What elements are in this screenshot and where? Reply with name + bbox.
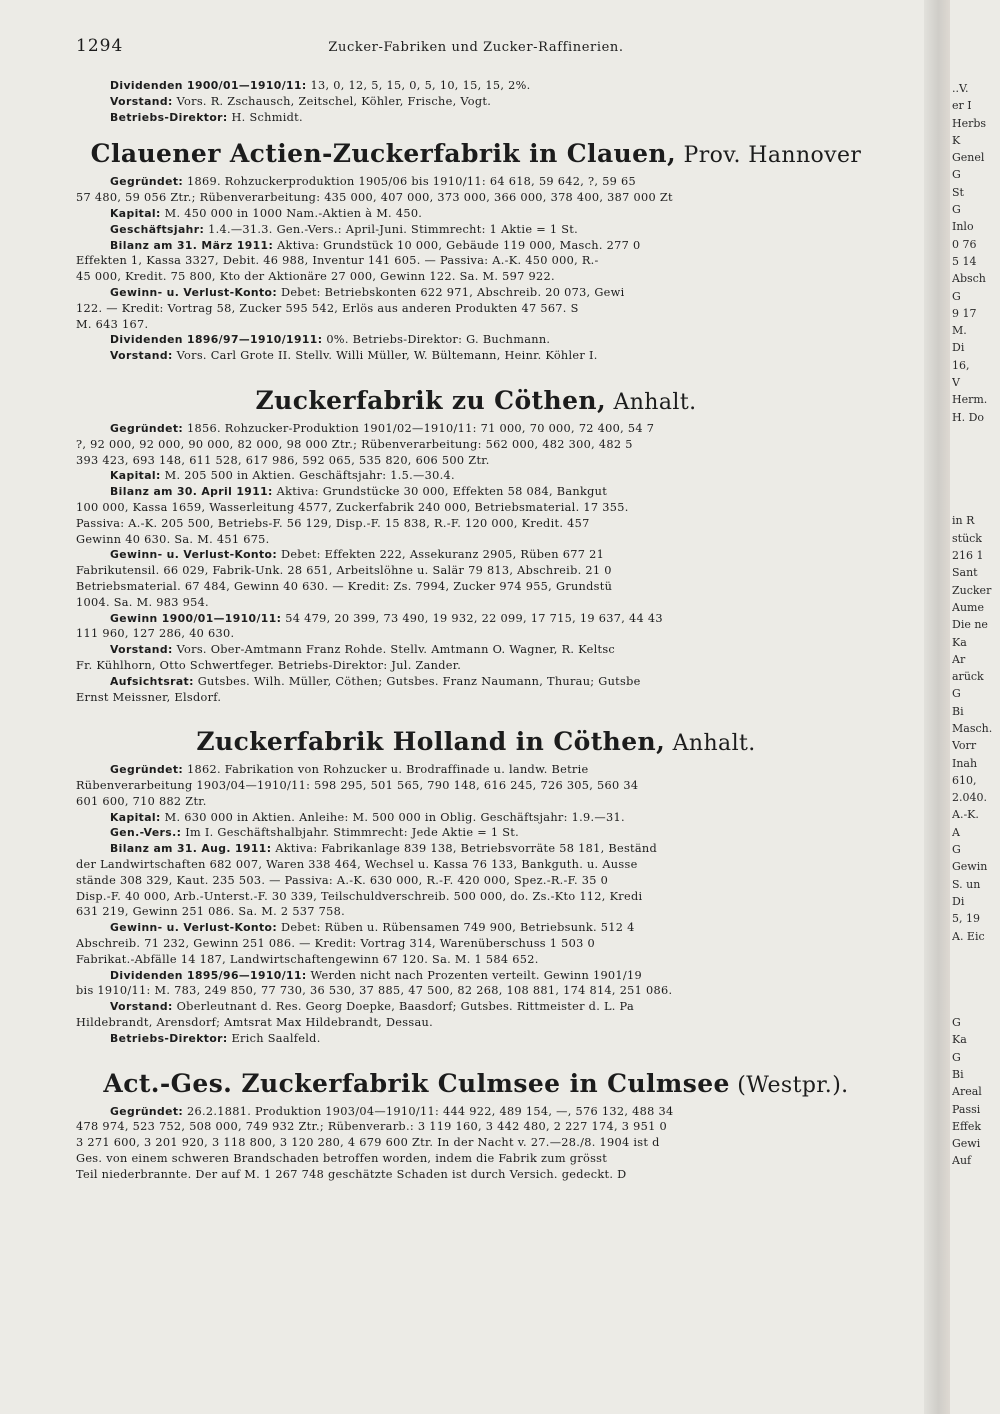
- fragment-text: Gewi: [952, 1137, 981, 1151]
- page-number: 1294: [76, 36, 124, 56]
- entry-line: [76, 690, 876, 706]
- field-label: Bilanz am 31. März 1911:: [110, 238, 274, 252]
- entry-line: [76, 968, 876, 984]
- field-text: Rübenverarbeitung 1903/04—1910/11: 598 295, 501 565, 790 148, 616 245, 726 305, 560 34: [76, 779, 639, 793]
- entry-line: [76, 1151, 876, 1167]
- fragment-text: G: [952, 168, 961, 182]
- company-name: Clauener Actien-Zuckerfabrik in Clauen,: [90, 139, 677, 169]
- fragment-text: 0 76: [952, 237, 977, 251]
- entry-line: [76, 936, 876, 952]
- company-title: [76, 727, 876, 756]
- entry-line: [76, 1104, 876, 1120]
- fragment-text: Die ne: [952, 618, 988, 632]
- field-label: Gegründet:: [110, 1104, 184, 1118]
- field-text: Im I. Geschäftshalbjahr. Stimmrecht: Jede Aktie = 1 St.: [181, 826, 520, 840]
- fragment-text: V: [952, 376, 960, 390]
- field-text: 45 000, Kredit. 75 800, Kto der Aktionäre 27 000, Gewinn 122. Sa. M. 597 922.: [76, 270, 555, 284]
- field-label: Kapital:: [110, 206, 161, 220]
- company-entry: [76, 386, 876, 705]
- entry-line: [76, 952, 876, 968]
- entry-line: [76, 285, 876, 301]
- fragment-text: Genel: [952, 151, 985, 165]
- field-text: 26.2.1881. Produktion 1903/04—1910/11: 444 922, 489 154, —, 576 132, 488 34: [183, 1104, 674, 1118]
- entry-line: [76, 174, 876, 190]
- field-text: stände 308 329, Kaut. 235 503. — Passiva: A.-K. 630 000, R.-F. 420 000, Spez.-R.-F. 35 0: [76, 873, 609, 887]
- field-text: Fabrikutensil. 66 029, Fabrik-Unk. 28 651, Arbeitslöhne u. Salär 79 813, Abschreib. 21 0: [76, 564, 612, 578]
- field-label: Gegründet:: [110, 763, 184, 777]
- field-text: 3 271 600, 3 201 920, 3 118 800, 3 120 280, 4 679 600 Ztr. In der Nacht v. 27.—28./8. 1904 ist d: [76, 1136, 660, 1150]
- fragment-text: Ar: [952, 652, 966, 666]
- fragment-text: Areal: [952, 1085, 982, 1099]
- page-header: [76, 36, 876, 66]
- entry-line: [76, 332, 876, 348]
- field-label: Dividenden 1896/97—1910/1911:: [110, 333, 323, 347]
- entry-line: [76, 889, 876, 905]
- fragment-text: G: [952, 289, 961, 303]
- fragment-text: [952, 979, 1000, 996]
- fragment-text: er I: [952, 99, 972, 113]
- field-text: Aktiva: Grundstücke 30 000, Effekten 58 084, Bankgut: [272, 485, 608, 499]
- fragment-text: [952, 443, 1000, 460]
- field-text: 1.4.—31.3. Gen.-Vers.: April-Juni. Stimmrecht: 1 Aktie = 1 St.: [204, 222, 578, 236]
- field-text: Vors. Ober-Amtmann Franz Rohde. Stellv. Amtmann O. Wagner, R. Keltsc: [172, 643, 616, 657]
- continued-entry: [76, 78, 876, 125]
- fragment-text: A: [952, 825, 960, 839]
- entry-line: [76, 94, 876, 110]
- fragment-text: Vorr: [952, 739, 977, 753]
- entry-line: [76, 1015, 876, 1031]
- facing-page-fragments: [952, 80, 1000, 1410]
- fragment-text: [952, 962, 1000, 979]
- company-title: [76, 139, 876, 168]
- field-text: Gutsbes. Wilh. Müller, Cöthen; Gutsbes. Franz Naumann, Thurau; Gutsbe: [193, 674, 641, 688]
- field-text: Debet: Effekten 222, Assekuranz 2905, Rüben 677 21: [277, 548, 605, 562]
- field-text: 1856. Rohzucker-Produktion 1901/02—1910/11: 71 000, 70 000, 72 400, 54 7: [183, 421, 655, 435]
- company-entry: [76, 727, 876, 1046]
- field-label: Vorstand:: [110, 643, 173, 657]
- field-text: Gewinn 40 630. Sa. M. 451 675.: [76, 532, 270, 546]
- fragment-text: G: [952, 1016, 961, 1030]
- field-label: Geschäftsjahr:: [110, 222, 205, 236]
- field-text: 122. — Kredit: Vortrag 58, Zucker 595 542, Erlös aus anderen Produkten 47 567. S: [76, 301, 579, 315]
- fragment-text: M.: [952, 324, 967, 338]
- entry-line: [76, 920, 876, 936]
- field-text: Aktiva: Fabrikanlage 839 138, Betriebsvorräte 58 181, Beständ: [271, 842, 658, 856]
- entry-line: [76, 317, 876, 333]
- field-label: Gegründet:: [110, 175, 184, 189]
- company-region: Anhalt.: [606, 389, 697, 415]
- fragment-text: [952, 478, 1000, 495]
- field-text: Ernst Meissner, Elsdorf.: [76, 690, 222, 704]
- fragment-text: S. un: [952, 877, 981, 891]
- fragment-text: Bi: [952, 704, 964, 718]
- fragment-text: [952, 461, 1000, 478]
- running-title: Zucker-Fabriken und Zucker-Raffinerien.: [328, 40, 624, 55]
- entry-line: [76, 658, 876, 674]
- entry-line: [76, 484, 876, 500]
- field-label: Bilanz am 30. April 1911:: [110, 485, 273, 499]
- entry-line: [76, 626, 876, 642]
- entry-line: [76, 253, 876, 269]
- main-column: [76, 36, 876, 1183]
- fragment-text: in R: [952, 514, 975, 528]
- entry-line: [76, 611, 876, 627]
- fragment-text: 2.040.: [952, 791, 987, 805]
- company-entry: [76, 139, 876, 364]
- entry-line: [76, 547, 876, 563]
- field-text: Hildebrandt, Arensdorf; Amtsrat Max Hildebrandt, Dessau.: [76, 1016, 433, 1030]
- fragment-text: K: [952, 133, 961, 147]
- entry-line: [76, 222, 876, 238]
- fragment-text: 9 17: [952, 306, 977, 320]
- field-text: M. 450 000 in 1000 Nam.-Aktien à M. 450.: [160, 206, 423, 220]
- company-name: Act.-Ges. Zuckerfabrik Culmsee in Culmsee: [103, 1068, 730, 1098]
- field-text: Fr. Kühlhorn, Otto Schwertfeger. Betriebs-Direktor: Jul. Zander.: [76, 658, 462, 672]
- fragment-text: Bi: [952, 1067, 964, 1081]
- field-label: Gewinn- u. Verlust-Konto:: [110, 921, 278, 935]
- company-entry: [76, 1069, 876, 1183]
- field-text: Werden nicht nach Prozenten verteilt. Gewinn 1901/19: [306, 968, 642, 982]
- field-text: 100 000, Kassa 1659, Wasserleitung 4577, Zuckerfabrik 240 000, Betriebsmaterial. 17 355.: [76, 500, 629, 514]
- fragment-text: arück: [952, 670, 984, 684]
- field-label: Bilanz am 31. Aug. 1911:: [110, 842, 272, 856]
- field-text: 1862. Fabrikation von Rohzucker u. Brodraffinade u. landw. Betrie: [183, 763, 589, 777]
- entry-line: [76, 238, 876, 254]
- field-text: Debet: Betriebskonten 622 971, Abschreib. 20 073, Gewi: [277, 285, 625, 299]
- field-label: Gen.-Vers.:: [110, 826, 182, 840]
- company-title: [76, 386, 876, 415]
- field-text: Debet: Rüben u. Rübensamen 749 900, Betriebsunk. 512 4: [277, 921, 635, 935]
- entry-line: [76, 1119, 876, 1135]
- field-text: 393 423, 693 148, 611 528, 617 986, 592 065, 535 820, 606 500 Ztr.: [76, 453, 490, 467]
- fragment-text: H. Do: [952, 410, 985, 424]
- fragment-text: Effek: [952, 1119, 982, 1133]
- field-label: Gewinn- u. Verlust-Konto:: [110, 548, 278, 562]
- fragment-text: [952, 997, 1000, 1014]
- field-label: Betriebs-Direktor:: [110, 1031, 228, 1045]
- fragment-text: Sant: [952, 566, 978, 580]
- company-name: Zuckerfabrik zu Cöthen,: [255, 385, 607, 415]
- field-text: Abschreib. 71 232, Gewinn 251 086. — Kredit: Vortrag 314, Warenüberschuss 1 503 0: [76, 937, 596, 951]
- field-label: Gegründet:: [110, 421, 184, 435]
- fragment-text: Herbs: [952, 116, 987, 130]
- fragment-text: Masch.: [952, 721, 993, 735]
- entry-line: [76, 794, 876, 810]
- field-text: der Landwirtschaften 682 007, Waren 338 464, Wechsel u. Kassa 76 133, Bankguth. u. Ausse: [76, 858, 638, 872]
- fragment-text: Herm.: [952, 393, 988, 407]
- field-text: 111 960, 127 286, 40 630.: [76, 627, 235, 641]
- fragment-text: Inah: [952, 756, 978, 770]
- fragment-text: A.-K.: [952, 808, 979, 822]
- field-label: Vorstand:: [110, 94, 173, 108]
- entry-line: [76, 1031, 876, 1047]
- entry-line: [76, 437, 876, 453]
- fragment-text: G: [952, 1050, 961, 1064]
- entry-line: [76, 206, 876, 222]
- field-label: Vorstand:: [110, 1000, 173, 1014]
- book-spine-shadow: [924, 0, 950, 1414]
- field-label: Kapital:: [110, 469, 161, 483]
- field-label: Aufsichtsrat:: [110, 674, 194, 688]
- entry-line: [76, 857, 876, 873]
- field-text: 0%. Betriebs-Direktor: G. Buchmann.: [322, 333, 551, 347]
- entry-line: [76, 563, 876, 579]
- field-label: Gewinn- u. Verlust-Konto:: [110, 285, 278, 299]
- field-text: Teil niederbrannte. Der auf M. 1 267 748 geschätzte Schaden ist durch Versich. gedeckt. D: [76, 1167, 627, 1181]
- fragment-text: G: [952, 203, 961, 217]
- entry-line: [76, 778, 876, 794]
- fragment-text: G: [952, 843, 961, 857]
- fragment-text: Ka: [952, 635, 967, 649]
- field-text: 631 219, Gewinn 251 086. Sa. M. 2 537 758.: [76, 905, 346, 919]
- field-label: Gewinn 1900/01—1910/11:: [110, 611, 282, 625]
- fragment-text: 216 1: [952, 549, 984, 563]
- field-text: 601 600, 710 882 Ztr.: [76, 794, 207, 808]
- entry-line: [76, 500, 876, 516]
- company-list: [76, 139, 876, 1182]
- fragment-text: Passi: [952, 1102, 981, 1116]
- entry-line: [76, 904, 876, 920]
- field-text: 13, 0, 12, 5, 15, 0, 5, 10, 15, 15, 2%.: [306, 79, 531, 92]
- entry-line: [76, 1167, 876, 1183]
- company-name: Zuckerfabrik Holland in Cöthen,: [196, 727, 666, 757]
- field-text: Vors. Carl Grote II. Stellv. Willi Müller, W. Bültemann, Heinr. Köhler I.: [172, 349, 598, 363]
- field-text: 1869. Rohzuckerproduktion 1905/06 bis 1910/11: 64 618, 59 642, ?, 59 65: [183, 175, 637, 189]
- entry-line: [76, 190, 876, 206]
- fragment-text: Inlo: [952, 220, 974, 234]
- fragment-text: [952, 426, 1000, 443]
- entry-line: [76, 269, 876, 285]
- field-label: Betriebs-Direktor:: [110, 110, 228, 124]
- entry-line: [76, 532, 876, 548]
- fragment-text: A. Eic: [952, 929, 985, 943]
- entry-line: [76, 595, 876, 611]
- field-text: Ges. von einem schweren Brandschaden betroffen worden, indem die Fabrik zum grösst: [76, 1152, 608, 1166]
- field-text: 1004. Sa. M. 983 954.: [76, 595, 209, 609]
- entry-line: [76, 825, 876, 841]
- field-text: Erich Saalfeld.: [227, 1031, 321, 1045]
- fragment-text: 5, 19: [952, 912, 980, 926]
- entry-line: [76, 468, 876, 484]
- fragment-text: 610,: [952, 773, 977, 787]
- fragment-text: Auf: [952, 1154, 972, 1168]
- field-text: M. 630 000 in Aktien. Anleihe: M. 500 000 in Oblig. Geschäftsjahr: 1.9.—31.: [160, 810, 625, 824]
- entry-line: [76, 873, 876, 889]
- field-text: Fabrikat.-Abfälle 14 187, Landwirtschaftengewinn 67 120. Sa. M. 1 584 652.: [76, 952, 539, 966]
- entry-line: [76, 78, 876, 94]
- fragment-text: Di: [952, 894, 965, 908]
- field-label: Dividenden 1900/01—1910/11:: [110, 79, 307, 92]
- entry-line: [76, 301, 876, 317]
- entry-line: [76, 810, 876, 826]
- entry-line: [76, 642, 876, 658]
- field-text: Disp.-F. 40 000, Arb.-Unterst.-F. 30 339, Teilschuldverschreib. 500 000, do. Zs.-Kto 112, Kredi: [76, 889, 643, 903]
- entry-line: [76, 348, 876, 364]
- company-region: Anhalt.: [665, 731, 756, 757]
- field-text: H. Schmidt.: [227, 110, 303, 124]
- entry-line: [76, 453, 876, 469]
- fragment-text: G: [952, 687, 961, 701]
- field-label: Dividenden 1895/96—1910/11:: [110, 968, 307, 982]
- field-text: Effekten 1, Kassa 3327, Debit. 46 988, Inventur 141 605. — Passiva: A.-K. 450 000, R.-: [76, 254, 599, 268]
- entry-line: [76, 841, 876, 857]
- field-text: Oberleutnant d. Res. Georg Doepke, Baasdorf; Gutsbes. Rittmeister d. L. Pa: [172, 1000, 634, 1014]
- fragment-text: Gewin: [952, 860, 988, 874]
- company-region: (Westpr.).: [729, 1072, 849, 1098]
- fragment-text: 5 14: [952, 254, 977, 268]
- field-text: bis 1910/11: M. 783, 249 850, 77 730, 36 530, 37 885, 47 500, 82 268, 108 881, 174 814, 251 086.: [76, 984, 673, 998]
- field-text: M. 205 500 in Aktien. Geschäftsjahr: 1.5.—30.4.: [160, 469, 455, 483]
- entry-line: [76, 762, 876, 778]
- fragment-text: St: [952, 185, 964, 199]
- fragment-text: Zucker: [952, 583, 992, 597]
- entry-line: [76, 999, 876, 1015]
- fragment-text: ..V.: [952, 82, 969, 95]
- fragment-text: 16,: [952, 358, 970, 372]
- field-label: Vorstand:: [110, 349, 173, 363]
- fragment-text: [952, 945, 1000, 962]
- entry-line: [76, 674, 876, 690]
- fragment-text: stück: [952, 531, 982, 545]
- field-label: Kapital:: [110, 810, 161, 824]
- entry-line: [76, 579, 876, 595]
- field-text: Betriebsmaterial. 67 484, Gewinn 40 630. — Kredit: Zs. 7994, Zucker 974 955, Grundstü: [76, 579, 613, 593]
- field-text: Passiva: A.-K. 205 500, Betriebs-F. 56 129, Disp.-F. 15 838, R.-F. 120 000, Kredit. 457: [76, 516, 590, 530]
- company-title: [76, 1069, 876, 1098]
- entry-line: [76, 983, 876, 999]
- fragment-text: Ka: [952, 1033, 967, 1047]
- company-region: Prov. Hannover: [676, 143, 862, 169]
- entry-line: [76, 1135, 876, 1151]
- entry-line: [76, 516, 876, 532]
- fragment-text: [952, 495, 1000, 512]
- field-text: ?, 92 000, 92 000, 90 000, 82 000, 98 000 Ztr.; Rübenverarbeitung: 562 000, 482 300, 482 5: [76, 437, 633, 451]
- field-text: Aktiva: Grundstück 10 000, Gebäude 119 000, Masch. 277 0: [273, 238, 641, 252]
- field-text: 478 974, 523 752, 508 000, 749 932 Ztr.; Rübenverarb.: 3 119 160, 3 442 480, 2 227 174, 3 951 0: [76, 1120, 667, 1134]
- fragment-text: Aume: [952, 600, 984, 614]
- field-text: Vors. R. Zschausch, Zeitschel, Köhler, Frische, Vogt.: [172, 94, 492, 108]
- fragment-text: Absch: [952, 272, 986, 286]
- field-text: M. 643 167.: [76, 317, 149, 331]
- entry-line: [76, 421, 876, 437]
- field-text: 54 479, 20 399, 73 490, 19 932, 22 099, 17 715, 19 637, 44 43: [281, 611, 663, 625]
- entry-line: [76, 110, 876, 126]
- fragment-text: Di: [952, 341, 965, 355]
- field-text: 57 480, 59 056 Ztr.; Rübenverarbeitung: 435 000, 407 000, 373 000, 366 000, 378 400, 387 000 Zt: [76, 191, 673, 205]
